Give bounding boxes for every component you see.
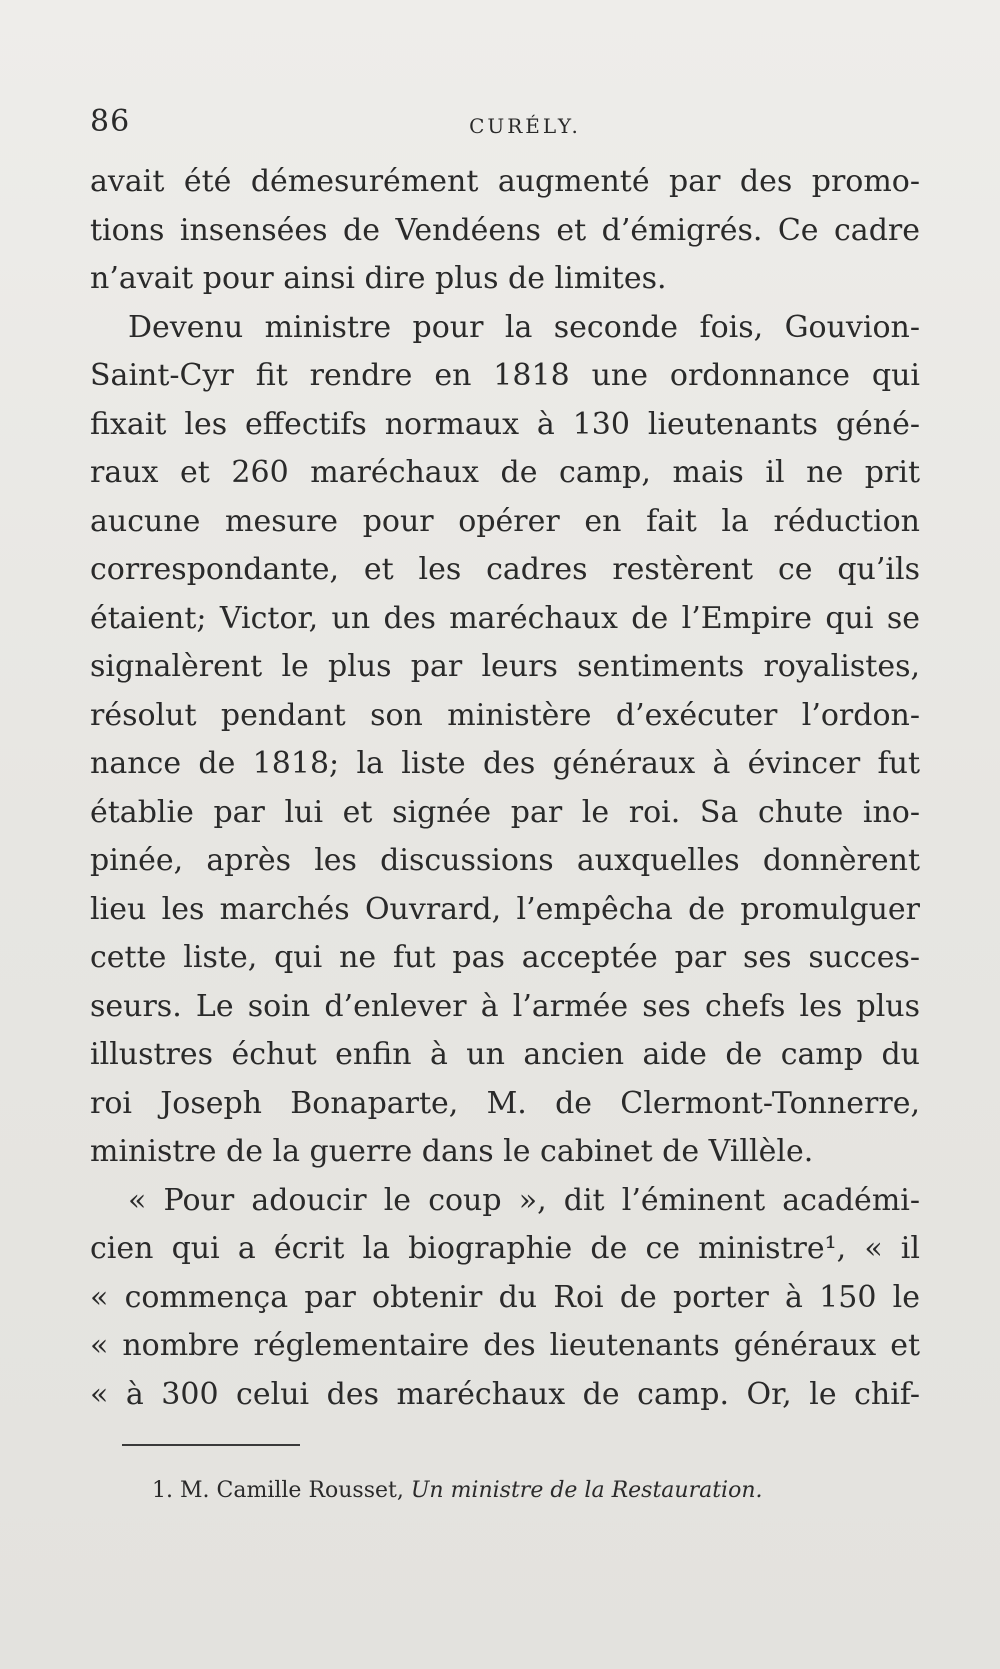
text-line: résolut pendant son ministère d’exécuter l’ordon- (90, 697, 920, 733)
footnote-marker: 1. (152, 1478, 173, 1503)
body-text (90, 158, 920, 1419)
text-line: pinée, après les discussions auxquelles donnèrent (90, 843, 920, 878)
text-line: illustres échut enfin à un ancien aide de camp du (90, 1037, 920, 1072)
text-line: cette liste, qui ne fut pas acceptée par ses succes- (90, 940, 920, 975)
text-line: correspondante, et les cadres restèrent ce qu’ils (90, 552, 920, 587)
text-line: « à 300 celui des maréchaux de camp. Or, le chif- (90, 1376, 920, 1412)
text-line: nance de 1818; la liste des généraux à évincer fut (90, 746, 920, 781)
text-line: ministre de la guerre dans le cabinet de Villèle. (90, 1134, 814, 1169)
text-line: raux et 260 maréchaux de camp, mais il ne prit (90, 455, 920, 490)
text-line: « commença par obtenir du Roi de porter à 150 le (90, 1279, 920, 1315)
text-line: « Pour adoucir le coup », dit l’éminent académi- (128, 1182, 920, 1218)
page-header (90, 104, 920, 144)
text-line: « nombre réglementaire des lieutenants généraux et (90, 1328, 920, 1363)
footnote-author: M. Camille Rousset, (180, 1478, 404, 1503)
text-line: signalèrent le plus par leurs sentiments royalistes, (90, 649, 920, 684)
footnote (152, 1478, 912, 1503)
text-line: cien qui a écrit la biographie de ce ministre¹, « il (90, 1231, 920, 1266)
text-line: tions insensées de Vendéens et d’émigrés. Ce cadre (90, 212, 920, 248)
text-line: n’avait pour ainsi dire plus de limites. (90, 261, 667, 296)
text-line: avait été démesurément augmenté par des promo- (90, 164, 920, 199)
page-number: 86 (90, 104, 131, 139)
running-head: CURÉLY. (469, 114, 581, 138)
text-line: seurs. Le soin d’enlever à l’armée ses chefs les plus (90, 988, 920, 1024)
text-line: lieu les marchés Ouvrard, l’empêcha de promulguer (90, 891, 920, 927)
text-line: fixait les effectifs normaux à 130 lieutenants géné- (90, 406, 920, 442)
text-line: établie par lui et signée par le roi. Sa chute ino- (90, 794, 920, 830)
footnote-rule (122, 1444, 300, 1446)
text-line: Saint-Cyr fit rendre en 1818 une ordonnance qui (90, 358, 920, 393)
text-line: Devenu ministre pour la seconde fois, Gouvion- (128, 309, 920, 345)
text-line: aucune mesure pour opérer en fait la réduction (90, 503, 920, 539)
footnote-work-title: Un ministre de la Restauration. (410, 1478, 763, 1503)
text-line: étaient; Victor, un des maréchaux de l’Empire qui se (90, 600, 920, 636)
text-line: roi Joseph Bonaparte, M. de Clermont-Tonnerre, (90, 1085, 920, 1121)
